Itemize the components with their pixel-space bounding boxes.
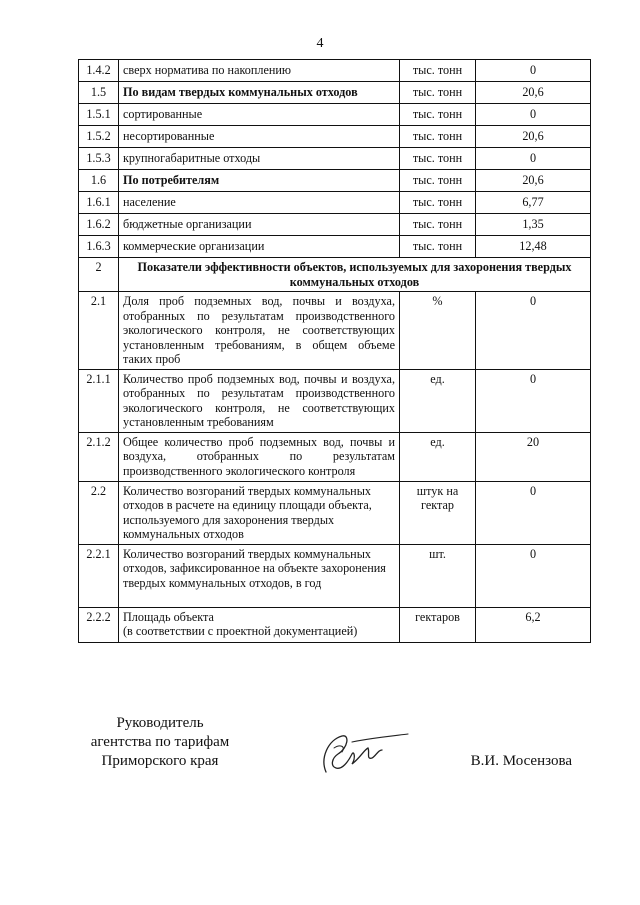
table-row [79, 170, 591, 192]
row-unit: тыс. тонн [400, 236, 476, 258]
table-row [79, 236, 591, 258]
row-number: 2.2.2 [79, 607, 119, 642]
row-number: 2.1.1 [79, 369, 119, 432]
row-number: 1.6.1 [79, 192, 119, 214]
row-value: 0 [476, 481, 591, 544]
row-name: крупногабаритные отходы [119, 148, 400, 170]
row-unit: тыс. тонн [400, 170, 476, 192]
table-row [79, 481, 591, 544]
indicators-table [78, 59, 591, 643]
row-number: 2.1 [79, 292, 119, 370]
table-row [79, 148, 591, 170]
row-value: 0 [476, 369, 591, 432]
row-name: Площадь объекта (в соответствии с проектной документацией) [119, 607, 400, 642]
row-value: 20,6 [476, 170, 591, 192]
table-row [79, 60, 591, 82]
table-row [79, 607, 591, 642]
row-name: По потребителям [119, 170, 400, 192]
row-name: Количество возгораний твердых коммунальных отходов, зафиксированное на объекте захоронения твердых коммунальных отходов, в год [119, 544, 400, 607]
row-number: 1.5.3 [79, 148, 119, 170]
row-name: Общее количество проб подземных вод, почвы и воздуха, отобранных по результатам производственного экологического контроля [119, 432, 400, 481]
row-unit: тыс. тонн [400, 192, 476, 214]
row-name: несортированные [119, 126, 400, 148]
row-name: Доля проб подземных вод, почвы и воздуха, отобранных по результатам производственного экологического контроля, не соответствующих установленным требованиям, в общем объеме таких проб [119, 292, 400, 370]
row-number: 1.4.2 [79, 60, 119, 82]
table-row [79, 104, 591, 126]
position-line: Приморского края [101, 753, 219, 769]
row-name: Количество возгораний твердых коммунальных отходов в расчете на единицу площади объекта, используемого для захоронения твердых коммунальных отходов [119, 481, 400, 544]
table-row [79, 82, 591, 104]
row-name: По видам твердых коммунальных отходов [119, 82, 400, 104]
handwritten-signature [312, 728, 412, 778]
row-number: 1.5.1 [79, 104, 119, 126]
row-name: бюджетные организации [119, 214, 400, 236]
row-value: 0 [476, 60, 591, 82]
section-number: 2 [79, 258, 119, 292]
row-unit: шт. [400, 544, 476, 607]
row-unit: гектаров [400, 607, 476, 642]
row-number: 1.6.3 [79, 236, 119, 258]
row-value: 20 [476, 432, 591, 481]
row-value: 6,2 [476, 607, 591, 642]
row-number: 2.2 [79, 481, 119, 544]
table-row [79, 369, 591, 432]
section-row [79, 258, 591, 292]
table-row [79, 292, 591, 370]
row-unit: ед. [400, 432, 476, 481]
row-name: сверх норматива по накоплению [119, 60, 400, 82]
table-row [79, 432, 591, 481]
row-value: 0 [476, 104, 591, 126]
row-unit: ед. [400, 369, 476, 432]
row-value: 0 [476, 292, 591, 370]
row-unit: тыс. тонн [400, 214, 476, 236]
row-unit: тыс. тонн [400, 104, 476, 126]
row-value: 1,35 [476, 214, 591, 236]
row-unit: тыс. тонн [400, 126, 476, 148]
signatory-name: В.И. Мосензова [470, 753, 572, 769]
row-name: население [119, 192, 400, 214]
page-number: 4 [316, 36, 324, 51]
row-value: 0 [476, 544, 591, 607]
row-value: 0 [476, 148, 591, 170]
table-row [79, 126, 591, 148]
row-unit: тыс. тонн [400, 82, 476, 104]
position-line: агентства по тарифам [90, 734, 230, 750]
row-name: Количество проб подземных вод, почвы и воздуха, отобранных по результатам производственного экологического контроля, не соответствующих установленным требованиям [119, 369, 400, 432]
row-number: 1.5 [79, 82, 119, 104]
row-unit: % [400, 292, 476, 370]
table-row [79, 544, 591, 607]
row-name: коммерческие организации [119, 236, 400, 258]
row-number: 1.6.2 [79, 214, 119, 236]
section-title: Показатели эффективности объектов, используемых для захоронения твердых коммунальных отходов [119, 258, 591, 292]
row-number: 1.6 [79, 170, 119, 192]
signatory-position [60, 714, 260, 771]
row-value: 12,48 [476, 236, 591, 258]
table-row [79, 192, 591, 214]
row-number: 2.2.1 [79, 544, 119, 607]
row-name: сортированные [119, 104, 400, 126]
position-line: Руководитель [116, 715, 204, 731]
row-unit: тыс. тонн [400, 148, 476, 170]
row-value: 20,6 [476, 126, 591, 148]
row-number: 1.5.2 [79, 126, 119, 148]
table-row [79, 214, 591, 236]
row-unit: штук на гектар [400, 481, 476, 544]
row-value: 20,6 [476, 82, 591, 104]
row-number: 2.1.2 [79, 432, 119, 481]
row-value: 6,77 [476, 192, 591, 214]
row-unit: тыс. тонн [400, 60, 476, 82]
